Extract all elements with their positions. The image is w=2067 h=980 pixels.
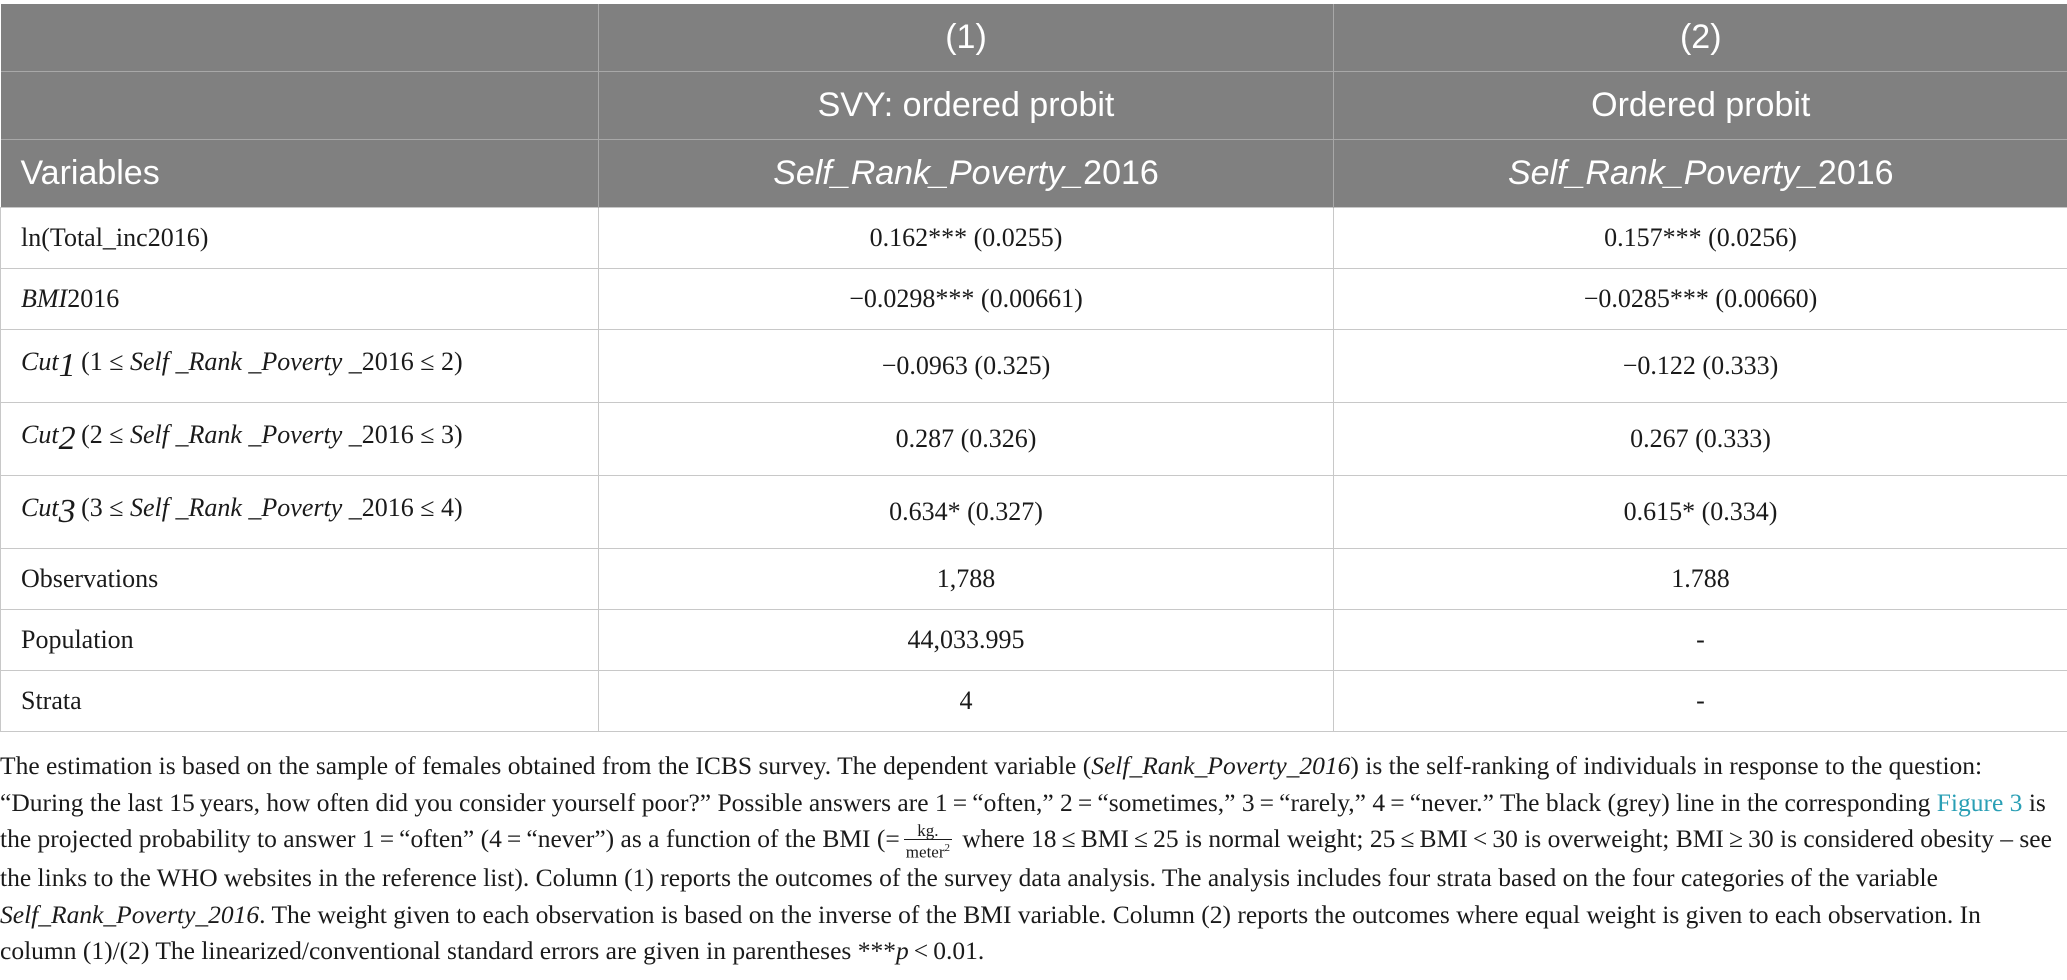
cut-bound-open: (2 ≤ xyxy=(74,420,131,449)
row-col1-value: 44,033.995 xyxy=(599,610,1334,671)
table-row-cut1 xyxy=(1,330,2067,403)
header-label-cell xyxy=(1,4,599,72)
row-label: Observations xyxy=(1,549,599,610)
row-col2-value: −0.122 (0.333) xyxy=(1334,330,2067,403)
row-col2-value: - xyxy=(1334,671,2067,732)
row-label-year: 2016 xyxy=(67,284,120,313)
bmi-fraction xyxy=(904,822,952,861)
footnote-text: ) is the self-ranking of individuals in response to the question: “During the last 15 years, how often did you consider yourself poor?” Possible answers are 1 = “often,” 2 = “sometimes,” 3 = “rarely,” 4 = “never.” The black (grey) line in the corresponding xyxy=(0,751,1983,817)
dependent-variable-year: 2016 xyxy=(1083,154,1159,192)
footnote-variable: Self_Rank_Poverty_2016 xyxy=(0,899,260,929)
row-label: Population xyxy=(1,610,599,671)
row-col2-value: 1.788 xyxy=(1334,549,2067,610)
header-col2-method: Ordered probit xyxy=(1334,72,2067,140)
row-col2-value: 0.615* (0.334) xyxy=(1334,476,2067,549)
fraction-exponent: 2 xyxy=(944,841,950,854)
dependent-variable-year: 2016 xyxy=(1817,154,1894,192)
table-row-bmi xyxy=(1,269,2067,330)
cut-bound-open: (1 ≤ xyxy=(74,347,131,376)
footnote-text: where 18 ≤ BMI ≤ 25 is normal weight; 25 ≤ BMI < 30 is overweight; BMI ≥ 30 is considered obesity – see the links to the WHO websites in the reference list). Column (1) reports the outcomes of the survey data analysis. The analysis includes four strata based on the four categories of the variable xyxy=(0,824,2052,893)
footnote-text: The estimation is based on the sample of females obtained from the ICBS survey. The dependent variable ( xyxy=(0,751,1092,780)
table-row-ln-total-inc xyxy=(1,208,2067,269)
fraction-numerator: kg. xyxy=(904,822,952,840)
row-col1-value: 1,788 xyxy=(599,549,1334,610)
cut-bound-close: 2016 ≤ 2) xyxy=(361,347,463,376)
row-label xyxy=(1,330,599,403)
dependent-variable-name: Self_Rank_Poverty_ xyxy=(773,154,1084,192)
cut-label: Cut xyxy=(21,493,59,522)
row-label-italic: BMI xyxy=(21,284,68,313)
header-col2-number: (2) xyxy=(1334,4,2067,72)
row-label xyxy=(1,476,599,549)
fraction-denominator xyxy=(904,840,952,861)
header-row-method xyxy=(1,72,2067,140)
row-col2-value: 0.157*** (0.0256) xyxy=(1334,208,2067,269)
row-col1-value: 0.162*** (0.0255) xyxy=(599,208,1334,269)
cut-bound-close: 2016 ≤ 3) xyxy=(361,420,463,449)
table-header xyxy=(1,4,2067,208)
footnote-variable: Self_Rank_Poverty_2016 xyxy=(1091,751,1351,780)
cut-label: Cut xyxy=(21,420,59,449)
table-row-observations xyxy=(1,549,2067,610)
row-label xyxy=(1,269,599,330)
cut-subscript: 3 xyxy=(58,493,75,530)
row-col1-value: −0.0298*** (0.00661) xyxy=(599,269,1334,330)
row-col2-value: 0.267 (0.333) xyxy=(1334,403,2067,476)
row-label xyxy=(1,403,599,476)
header-col2-dependent xyxy=(1334,140,2067,208)
footnote-text: < 0.01. xyxy=(908,936,985,966)
dependent-variable-name: Self_Rank_Poverty_ xyxy=(1507,154,1818,192)
header-variables-label: Variables xyxy=(1,140,599,208)
header-row-variables xyxy=(1,140,2067,208)
table-row-strata xyxy=(1,671,2067,732)
table-row-cut2 xyxy=(1,403,2067,476)
row-col1-value: −0.0963 (0.325) xyxy=(599,330,1334,403)
table-footnote xyxy=(0,748,2060,970)
row-col1-value: 0.634* (0.327) xyxy=(599,476,1334,549)
figure-3-link[interactable]: Figure 3 xyxy=(1936,787,2023,817)
cut-variable: Self _Rank _Poverty _ xyxy=(130,347,362,376)
cut-subscript: 1 xyxy=(58,347,75,384)
footnote-p-symbol: p xyxy=(895,936,909,966)
header-col1-method: SVY: ordered probit xyxy=(599,72,1334,140)
cut-label: Cut xyxy=(21,347,59,376)
cut-bound-open: (3 ≤ xyxy=(74,493,131,522)
footnote-text: . The weight given to each observation is based on the inverse of the BMI variable. Column (2) reports the outcomes where equal weight is given to each observation. In column (1)/(2) The linearized/conventional standard errors are given in parentheses *** xyxy=(0,899,1981,966)
header-row-column-numbers xyxy=(1,4,2067,72)
row-col1-value: 4 xyxy=(599,671,1334,732)
cut-bound-close: 2016 ≤ 4) xyxy=(361,493,463,522)
header-col1-number: (1) xyxy=(599,4,1334,72)
cut-subscript: 2 xyxy=(58,420,75,457)
results-table xyxy=(0,4,2067,732)
table-row-population xyxy=(1,610,2067,671)
row-label: ln(Total_inc2016) xyxy=(1,208,599,269)
row-label: Strata xyxy=(1,671,599,732)
row-col1-value: 0.287 (0.326) xyxy=(599,403,1334,476)
table-body xyxy=(1,208,2067,732)
row-col2-value: - xyxy=(1334,610,2067,671)
footnote-text: is the projected probability to answer 1 = “often” (4 = “never”) as a function of the BMI (= xyxy=(0,787,2046,853)
cut-variable: Self _Rank _Poverty _ xyxy=(130,493,362,522)
fraction-denominator-text: meter xyxy=(905,842,945,862)
cut-variable: Self _Rank _Poverty _ xyxy=(130,420,362,449)
row-col2-value: −0.0285*** (0.00660) xyxy=(1334,269,2067,330)
header-col1-dependent xyxy=(599,140,1334,208)
header-label-cell xyxy=(1,72,599,140)
table-row-cut3 xyxy=(1,476,2067,549)
